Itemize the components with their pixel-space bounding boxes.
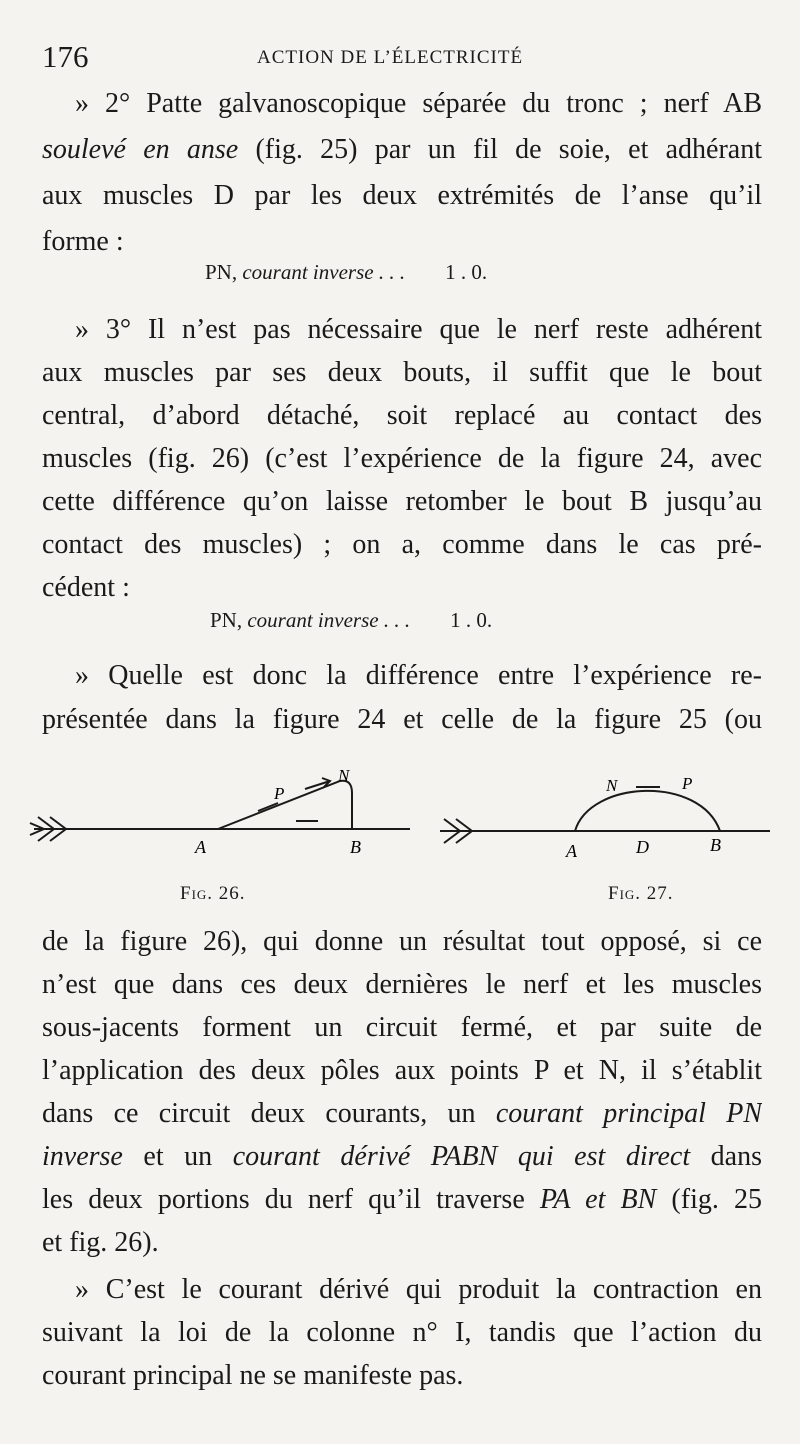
formula-italic: courant inverse . . . bbox=[247, 608, 411, 632]
text-span: dans ce circuit deux courants, un bbox=[42, 1098, 496, 1129]
text-line: l’application des deux pôles aux points P et N, il s’établit bbox=[42, 1055, 762, 1086]
text-line: » 2° Patte galvanoscopique séparée du tronc ; nerf AB bbox=[75, 88, 762, 119]
text-line: et fig. 26). bbox=[42, 1227, 159, 1258]
fig26-label-n: N bbox=[338, 766, 350, 785]
formula-value: 1 . 0. bbox=[450, 608, 493, 632]
page-header bbox=[42, 40, 762, 74]
text-span: (fig. 25) par un fil de soie, et adhérant bbox=[238, 134, 762, 165]
text-span: (fig. 25 bbox=[656, 1184, 762, 1215]
text-line: cédent : bbox=[42, 572, 130, 603]
text-line bbox=[42, 1137, 762, 1177]
fig27-label-n: N bbox=[606, 776, 618, 795]
italic-text: courant principal PN bbox=[495, 1098, 762, 1129]
fig26-label-a: A bbox=[195, 837, 206, 857]
italic-text: courant dérivé PABN qui est direct bbox=[232, 1141, 691, 1172]
text-line: suivant la loi de la colonne n° I, tandis que l’action du bbox=[42, 1317, 762, 1348]
figure-drawings bbox=[0, 765, 800, 915]
formula-line bbox=[205, 258, 487, 286]
formula-value: 1 . 0. bbox=[445, 260, 488, 284]
text-line: aux muscles D par les deux extrémités de l’anse qu’il bbox=[42, 180, 762, 211]
text-line: cette différence qu’on laisse retomber le bout B jusqu’au bbox=[42, 486, 762, 517]
text-line: n’est que dans ces deux dernières le nerf et les muscles bbox=[42, 969, 762, 1000]
fig26-nerf bbox=[218, 781, 352, 829]
formula-line bbox=[210, 606, 492, 634]
italic-text: PA et BN bbox=[539, 1184, 657, 1215]
text-line: central, d’abord détaché, soit replacé au contact des bbox=[42, 400, 762, 431]
text-line: aux muscles par ses deux bouts, il suffit que le bout bbox=[42, 357, 762, 388]
text-line: de la figure 26), qui donne un résultat tout opposé, si ce bbox=[42, 926, 762, 957]
formula-italic: courant inverse . . . bbox=[242, 260, 406, 284]
formula-label: PN, bbox=[205, 260, 243, 284]
text-span: les deux portions du nerf qu’il traverse bbox=[42, 1184, 540, 1215]
text-line: » C’est le courant dérivé qui produit la contraction en bbox=[75, 1274, 762, 1305]
italic-text: inverse bbox=[42, 1141, 123, 1172]
text-line bbox=[42, 130, 762, 170]
figures bbox=[0, 765, 800, 915]
fig27-label-p: P bbox=[682, 774, 693, 793]
fig27-label-b: B bbox=[710, 835, 721, 855]
text-line: » 3° Il n’est pas nécessaire que le nerf reste adhérent bbox=[75, 314, 762, 345]
fig27-caption: Fig. 27. bbox=[608, 883, 674, 904]
text-line: forme : bbox=[42, 226, 124, 257]
text-line: sous-jacents forment un circuit fermé, et par suite de bbox=[42, 1012, 762, 1043]
running-head: ACTION DE L’ÉLECTRICITÉ bbox=[257, 47, 524, 68]
text-line: présentée dans la figure 24 et celle de la figure 25 (ou bbox=[42, 704, 762, 735]
text-line: courant principal ne se manifeste pas. bbox=[42, 1360, 464, 1391]
formula-label: PN, bbox=[210, 608, 248, 632]
fig27-label-a: A bbox=[566, 841, 577, 861]
fig26-caption: Fig. 26. bbox=[180, 883, 246, 904]
text-span: et un bbox=[122, 1141, 233, 1172]
text-line: muscles (fig. 26) (c’est l’expérience de la figure 24, avec bbox=[42, 443, 762, 474]
text-line bbox=[42, 1180, 762, 1220]
fig27-label-d: D bbox=[636, 837, 649, 857]
italic-text: soulevé en anse bbox=[42, 134, 239, 165]
text-line bbox=[42, 1094, 762, 1134]
fig26-label-b: B bbox=[350, 837, 361, 857]
text-line: contact des muscles) ; on a, comme dans le cas pré- bbox=[42, 529, 762, 560]
text-line: » Quelle est donc la différence entre l’expérience re- bbox=[75, 660, 762, 691]
text-span: dans bbox=[690, 1141, 762, 1172]
fig26-label-p: P bbox=[274, 784, 285, 803]
fig27-anse bbox=[575, 791, 720, 831]
page-number: 176 bbox=[42, 39, 89, 74]
